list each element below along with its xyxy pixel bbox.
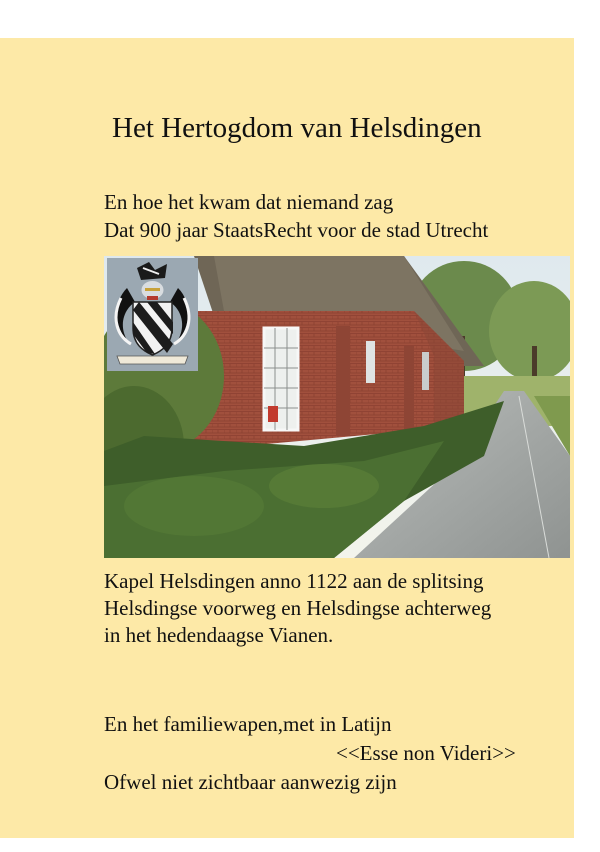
caption-line-3: in het hedendaagse Vianen. bbox=[104, 623, 334, 647]
motto-latin: <<Esse non Videri>> bbox=[336, 741, 516, 765]
motto-intro: En het familiewapen,met in Latijn bbox=[104, 712, 392, 736]
motto-block bbox=[104, 710, 516, 797]
motto-translation: Ofwel niet zichtbaar aanwezig zijn bbox=[104, 770, 397, 794]
page-title: Het Hertogdom van Helsdingen bbox=[112, 112, 482, 144]
caption-line-1: Kapel Helsdingen anno 1122 aan de splitsing bbox=[104, 569, 484, 593]
subtitle bbox=[104, 188, 488, 244]
subtitle-line-2: Dat 900 jaar StaatsRecht voor de stad Utrecht bbox=[104, 218, 489, 242]
family-crest bbox=[107, 258, 198, 371]
subtitle-line-1: En hoe het kwam dat niemand zag bbox=[104, 190, 394, 214]
photo-caption bbox=[104, 568, 491, 649]
caption-line-2: Helsdingse voorweg en Helsdingse achterweg bbox=[104, 596, 492, 620]
